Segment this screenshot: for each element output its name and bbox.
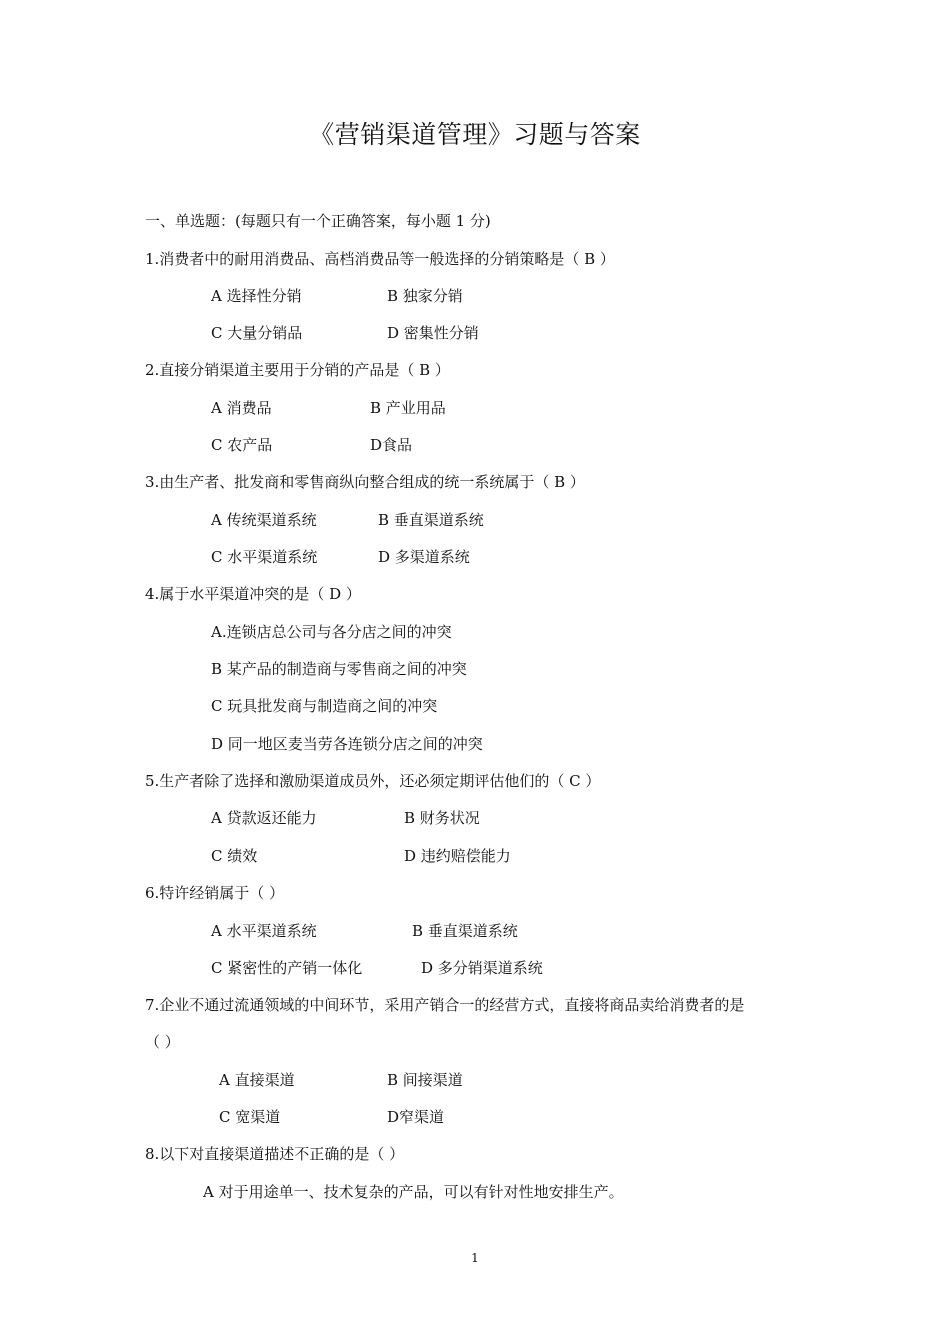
question-7-option-a: A 直接渠道 xyxy=(219,1071,295,1089)
question-5-option-a: A 贷款返还能力 xyxy=(211,809,317,827)
question-7-stem-continued: （ ） xyxy=(145,1033,180,1051)
question-7-option-b: B 间接渠道 xyxy=(387,1071,463,1089)
question-1-option-c: C 大量分销品 xyxy=(211,324,303,342)
question-2-stem: 2.直接分销渠道主要用于分销的产品是（ B ） xyxy=(145,361,450,379)
section-heading: 一、单选题：(每题只有一个正确答案，每小题 1 分) xyxy=(145,212,491,230)
question-1-option-d: D 密集性分销 xyxy=(387,324,479,342)
question-6-option-b: B 垂直渠道系统 xyxy=(412,922,518,940)
question-6-option-d: D 多分销渠道系统 xyxy=(421,959,543,977)
question-6-option-c: C 紧密性的产销一体化 xyxy=(211,959,363,977)
document-title: 《营销渠道管理》习题与答案 xyxy=(309,120,641,149)
question-7-option-c: C 宽渠道 xyxy=(219,1108,281,1126)
question-3-stem: 3.由生产者、批发商和零售商纵向整合组成的统一系统属于（ B ） xyxy=(145,473,585,491)
question-4-option-d: D 同一地区麦当劳各连锁分店之间的冲突 xyxy=(211,735,483,753)
question-2-option-c: C 农产品 xyxy=(211,436,273,454)
question-5-option-c: C 绩效 xyxy=(211,847,258,865)
question-1-option-a: A 选择性分销 xyxy=(211,287,302,305)
question-7-stem: 7.企业不通过流通领域的中间环节，采用产销合一的经营方式，直接将商品卖给消费者的是 xyxy=(145,996,745,1014)
question-3-option-a: A 传统渠道系统 xyxy=(211,511,317,529)
question-5-option-b: B 财务状况 xyxy=(404,809,480,827)
question-1-option-b: B 独家分销 xyxy=(387,287,463,305)
question-2-option-a: A 消费品 xyxy=(211,399,272,417)
question-5-option-d: D 违约赔偿能力 xyxy=(404,847,511,865)
question-2-option-b: B 产业用品 xyxy=(370,399,446,417)
question-5-stem: 5.生产者除了选择和激励渠道成员外，还必须定期评估他们的（ C ） xyxy=(145,772,601,790)
question-4-stem: 4.属于水平渠道冲突的是（ D ） xyxy=(145,585,361,603)
question-6-stem: 6.特许经销属于（ ） xyxy=(145,884,285,902)
question-2-option-d: D食品 xyxy=(370,436,413,454)
question-8-option-a: A 对于用途单一、技术复杂的产品，可以有针对性地安排生产。 xyxy=(203,1183,624,1201)
question-6-option-a: A 水平渠道系统 xyxy=(211,922,317,940)
question-3-option-d: D 多渠道系统 xyxy=(378,548,470,566)
question-3-option-b: B 垂直渠道系统 xyxy=(378,511,484,529)
page-number: 1 xyxy=(471,1251,479,1265)
question-3-option-c: C 水平渠道系统 xyxy=(211,548,318,566)
question-8-stem: 8.以下对直接渠道描述不正确的是（ ） xyxy=(145,1145,405,1163)
question-4-option-a: A.连锁店总公司与各分店之间的冲突 xyxy=(211,623,452,641)
question-1-stem: 1.消费者中的耐用消费品、高档消费品等一般选择的分销策略是（ B ） xyxy=(145,250,615,268)
question-7-option-d: D窄渠道 xyxy=(387,1108,445,1126)
question-4-option-c: C 玩具批发商与制造商之间的冲突 xyxy=(211,697,438,715)
question-4-option-b: B 某产品的制造商与零售商之间的冲突 xyxy=(211,660,467,678)
